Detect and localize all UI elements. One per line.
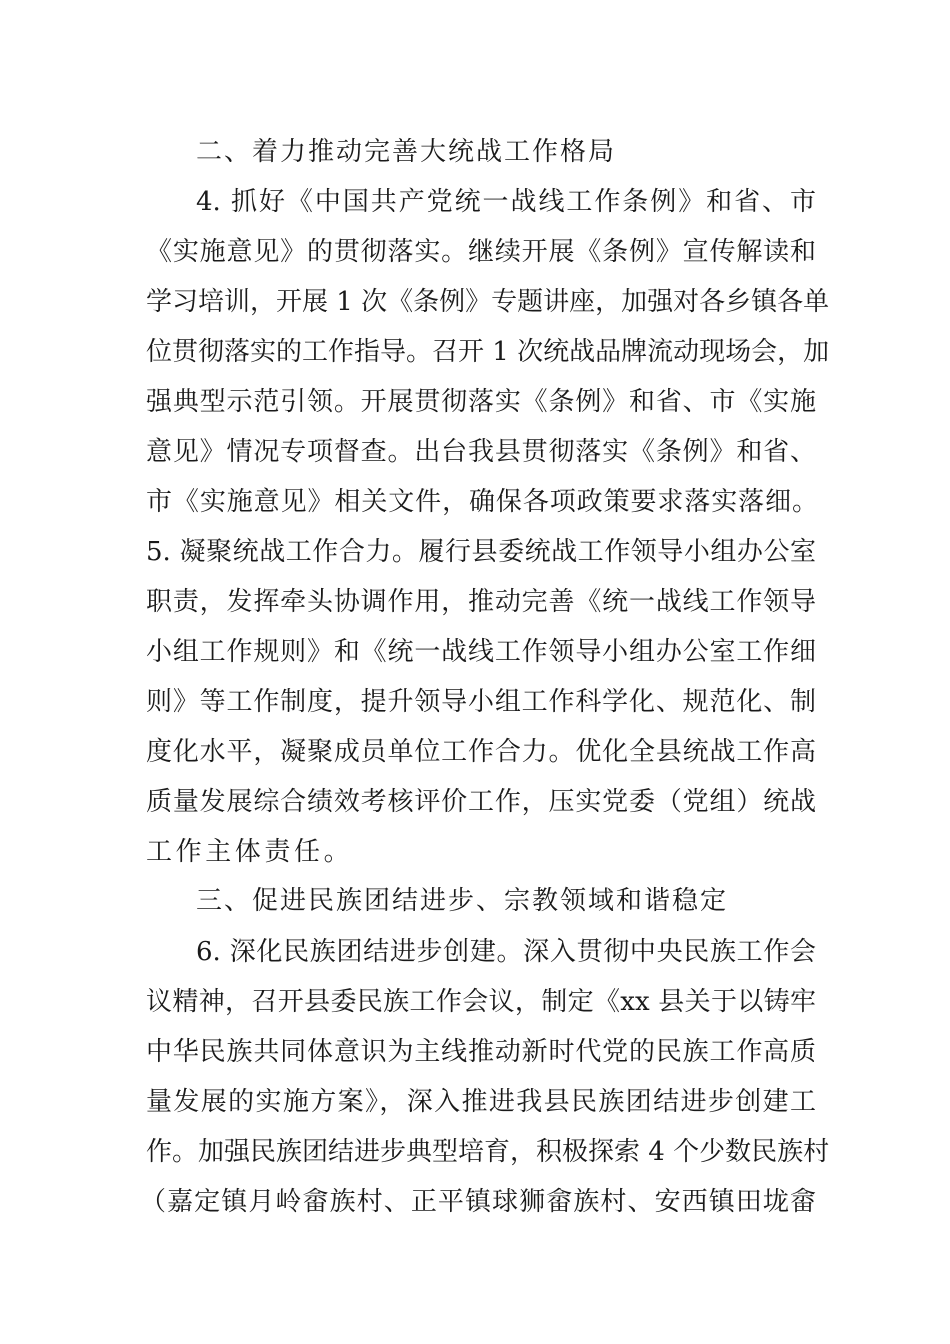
section-heading-3: 三、促进民族团结进步、宗教领域和谐稳定 — [196, 886, 729, 916]
paragraph-line: 强典型示范引领。开展贯彻落实《条例》和省、市《实施 — [146, 387, 816, 417]
paragraph-line: 作。加强民族团结进步典型培育，积极探索 4 个少数民族村 — [146, 1137, 830, 1167]
paragraph-line: 5. 凝聚统战工作合力。履行县委统战工作领导小组办公室 — [146, 537, 816, 567]
paragraph-line: 《实施意见》的贯彻落实。继续开展《条例》宣传解读和 — [146, 237, 816, 267]
paragraph-line: 中华民族共同体意识为主线推动新时代党的民族工作高质 — [146, 1037, 816, 1067]
paragraph-line: 职责，发挥牵头协调作用，推动完善《统一战线工作领导 — [146, 587, 816, 617]
paragraph-line: 则》等工作制度，提升领导小组工作科学化、规范化、制 — [146, 687, 816, 717]
section-heading-2: 二、着力推动完善大统战工作格局 — [196, 137, 617, 167]
paragraph-line: 量发展的实施方案》，深入推进我县民族团结进步创建工 — [146, 1087, 816, 1117]
paragraph-line: 市《实施意见》相关文件，确保各项政策要求落实落细。 — [146, 487, 818, 517]
paragraph-line: 小组工作规则》和《统一战线工作领导小组办公室工作细 — [146, 637, 816, 667]
paragraph-line: 度化水平，凝聚成员单位工作合力。优化全县统战工作高 — [146, 737, 816, 767]
paragraph-line: 位贯彻落实的工作指导。召开 1 次统战品牌流动现场会，加 — [146, 337, 830, 367]
paragraph-line: 意见》情况专项督查。出台我县贯彻落实《条例》和省、 — [146, 437, 816, 467]
paragraph-line: 6. 深化民族团结进步创建。深入贯彻中央民族工作会 — [196, 937, 816, 967]
paragraph-line: 4. 抓好《中国共产党统一战线工作条例》和省、市 — [196, 187, 816, 217]
paragraph-line: （嘉定镇月岭畲族村、正平镇球狮畲族村、安西镇田垅畲 — [140, 1187, 816, 1217]
paragraph-line: 工作主体责任。 — [146, 837, 354, 867]
paragraph-line: 质量发展综合绩效考核评价工作，压实党委（党组）统战 — [146, 787, 816, 817]
paragraph-line: 议精神，召开县委民族工作会议，制定《xx 县关于以铸牢 — [146, 987, 816, 1017]
paragraph-line: 学习培训，开展 1 次《条例》专题讲座，加强对各乡镇各单 — [146, 287, 830, 317]
